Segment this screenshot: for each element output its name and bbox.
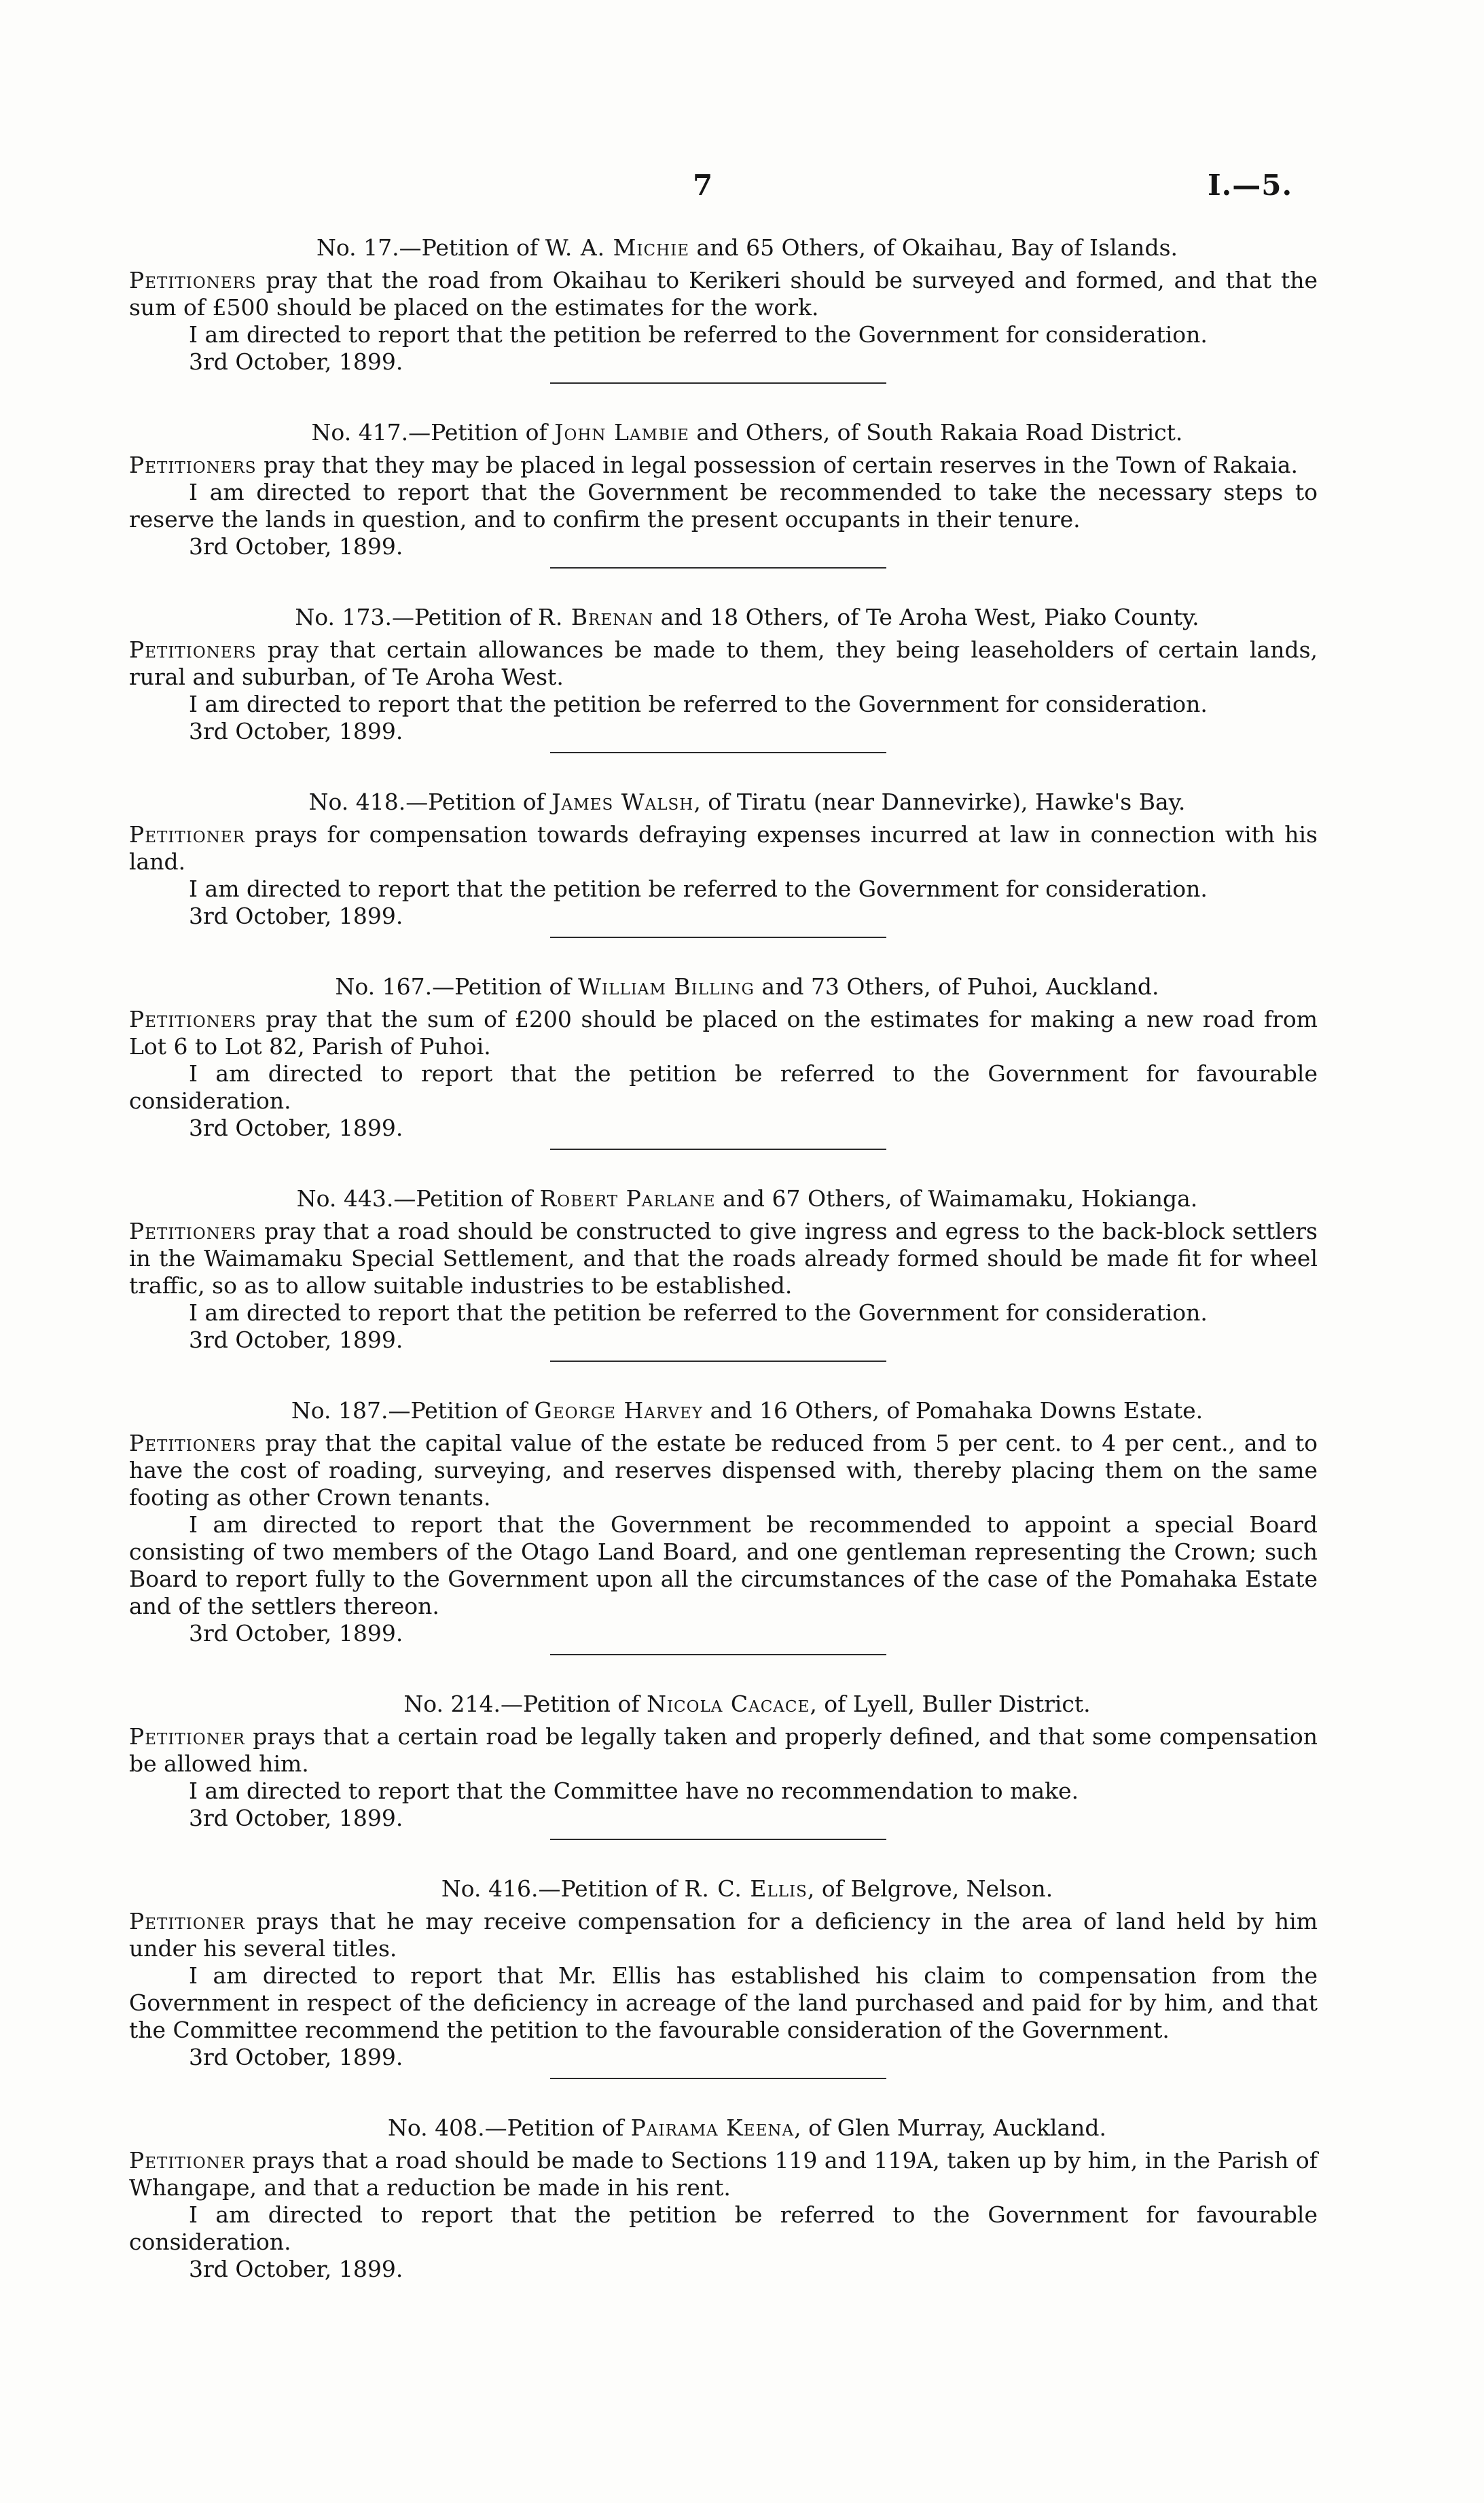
petition-heading <box>129 2114 1318 2142</box>
page-header <box>0 168 1484 209</box>
petitioner-lead: Petitioners <box>129 636 257 663</box>
prayer-text: prays that a road should be made to Sections 119 and 119A, taken up by him, in the Parish of Whangape, and that a reduction be made in his rent. <box>129 2147 1318 2201</box>
petitioner-name: James Walsh <box>551 789 694 815</box>
petition-prefix: —Petition of <box>391 604 531 630</box>
petition-heading <box>129 973 1318 1001</box>
petition-entry <box>129 604 1318 753</box>
prayer-text: pray that the capital value of the estate be reduced from 5 per cent. to 4 per cent., and to have the cost of roading, surveying, and reserves dispensed with, thereby placing them on the same footing as other Crown tenants. <box>129 1430 1318 1511</box>
petition-prefix: —Petition of <box>408 419 547 446</box>
petition-prayer <box>129 1723 1318 1778</box>
committee-report: I am directed to report that the petition be referred to the Government for consideration. <box>189 321 1208 348</box>
petition-locality: and 67 Others, of Waimamaku, Hokianga. <box>715 1185 1198 1212</box>
petition-prayer <box>129 267 1318 321</box>
petitioner-lead: Petitioners <box>129 1430 257 1456</box>
petition-heading <box>129 1185 1318 1212</box>
separator-rule <box>550 567 886 569</box>
report-date: 3rd October, 1899. <box>189 903 403 929</box>
petitioner-name: George Harvey <box>534 1397 703 1424</box>
separator-rule <box>550 2078 886 2079</box>
separator-rule <box>550 1361 886 1362</box>
separator-rule <box>550 1839 886 1840</box>
petition-number: No. 416. <box>441 1875 539 1902</box>
petition-entry <box>129 1397 1318 1655</box>
petitioner-name: Robert Parlane <box>539 1185 716 1212</box>
petition-heading <box>129 789 1318 816</box>
petition-heading <box>129 1875 1318 1903</box>
petitioner-lead: Petitioners <box>129 1006 257 1032</box>
petition-prayer <box>129 1218 1318 1299</box>
petition-number: No. 173. <box>295 604 392 630</box>
petitioner-lead: Petitioner <box>129 1908 245 1934</box>
report-date: 3rd October, 1899. <box>189 2044 403 2070</box>
petition-entry <box>129 789 1318 938</box>
committee-report: I am directed to report that the Committee have no recommendation to make. <box>189 1778 1079 1804</box>
petitioner-name: William Billing <box>578 973 755 1000</box>
committee-report: I am directed to report that the petition be referred to the Government for consideration. <box>189 1299 1208 1326</box>
petition-number: No. 214. <box>403 1691 501 1717</box>
separator-rule <box>550 752 886 753</box>
page-number: 7 <box>693 168 713 202</box>
petition-entry <box>129 1875 1318 2079</box>
separator-rule <box>550 1654 886 1655</box>
petitioner-lead: Petitioners <box>129 267 257 293</box>
petition-prayer <box>129 1006 1318 1060</box>
petition-locality: and Others, of South Rakaia Road District. <box>689 419 1183 446</box>
separator-rule <box>550 937 886 938</box>
petition-prefix: —Petition of <box>399 234 539 261</box>
prayer-text: pray that certain allowances be made to them, they being leaseholders of certain lands, rural and suburban, of Te Aroha West. <box>129 636 1318 690</box>
petition-entry <box>129 973 1318 1150</box>
petition-number: No. 167. <box>335 973 433 1000</box>
report-date: 3rd October, 1899. <box>189 718 403 744</box>
committee-report: I am directed to report that the Government be recommended to appoint a special Board consisting of two members of the Otago Land Board, and one gentleman representing the Crown; such Board to report fully to the Government upon all the circumstances of the case of the Pomahaka Estate and of the settlers thereon. <box>129 1511 1318 1619</box>
petition-heading <box>129 1397 1318 1424</box>
petition-prayer <box>129 1430 1318 1511</box>
committee-report: I am directed to report that the petition be referred to the Government for favourable consideration. <box>129 1060 1318 1114</box>
petition-heading <box>129 234 1318 262</box>
petition-locality: and 73 Others, of Puhoi, Auckland. <box>754 973 1159 1000</box>
separator-rule <box>550 382 886 384</box>
report-date: 3rd October, 1899. <box>189 1620 403 1646</box>
petition-heading <box>129 1691 1318 1718</box>
petition-number: No. 17. <box>316 234 399 261</box>
petition-prefix: —Petition of <box>388 1397 528 1424</box>
committee-report: I am directed to report that the petition be referred to the Government for consideration. <box>189 691 1208 717</box>
petition-heading <box>129 419 1318 446</box>
petition-number: No. 417. <box>311 419 409 446</box>
petitioner-name: R. C. Ellis <box>684 1875 808 1902</box>
petition-locality: and 65 Others, of Okaihau, Bay of Islands. <box>689 234 1178 261</box>
report-date: 3rd October, 1899. <box>189 1115 403 1141</box>
petition-locality: , of Tiratu (near Dannevirke), Hawke's Bay. <box>693 789 1186 815</box>
petition-prefix: —Petition of <box>393 1185 532 1212</box>
petition-locality: and 16 Others, of Pomahaka Downs Estate. <box>703 1397 1204 1424</box>
report-date: 3rd October, 1899. <box>189 348 403 375</box>
petitioner-name: W. A. Michie <box>545 234 690 261</box>
petition-number: No. 443. <box>296 1185 394 1212</box>
petition-prayer <box>129 636 1318 691</box>
petitioner-name: John Lambie <box>554 419 689 446</box>
petitioner-name: Nicola Cacace <box>647 1691 810 1717</box>
petitioner-lead: Petitioner <box>129 2147 245 2174</box>
petition-prayer <box>129 2147 1318 2201</box>
prayer-text: prays for compensation towards defraying expenses incurred at law in connection with his land. <box>129 821 1318 875</box>
petition-locality: , of Belgrove, Nelson. <box>807 1875 1053 1902</box>
petition-number: No. 418. <box>308 789 406 815</box>
petition-entry <box>129 234 1318 384</box>
petition-prefix: —Petition of <box>432 973 571 1000</box>
petition-list <box>129 234 1318 2318</box>
petitioner-name: Pairama Keena <box>630 2114 795 2141</box>
petition-prefix: —Petition of <box>405 789 545 815</box>
petitioner-lead: Petitioner <box>129 1723 245 1750</box>
committee-report: I am directed to report that Mr. Ellis has established his claim to compensation from the Government in respect of the deficiency in acreage of the land purchased and paid for by him, and that the Committee recommend the petition to the favourable consideration of the Government. <box>129 1962 1318 2043</box>
petition-heading <box>129 604 1318 631</box>
committee-report: I am directed to report that the petition be referred to the Government for consideration. <box>189 876 1208 902</box>
prayer-text: pray that they may be placed in legal possession of certain reserves in the Town of Rakaia. <box>256 452 1298 478</box>
petition-number: No. 408. <box>387 2114 485 2141</box>
petition-entry <box>129 1185 1318 1362</box>
petition-prayer <box>129 452 1318 479</box>
petition-entry <box>129 2114 1318 2283</box>
committee-report: I am directed to report that the Government be recommended to take the necessary steps to reserve the lands in question, and to confirm the present occupants in their tenure. <box>129 479 1318 533</box>
petition-entry <box>129 419 1318 569</box>
prayer-text: prays that a certain road be legally taken and properly defined, and that some compensation be allowed him. <box>129 1723 1318 1777</box>
prayer-text: pray that the sum of £200 should be placed on the estimates for making a new road from Lot 6 to Lot 82, Parish of Puhoi. <box>129 1006 1318 1060</box>
petitioner-lead: Petitioners <box>129 452 257 478</box>
petition-prayer <box>129 1908 1318 1962</box>
document-reference: I.—5. <box>1208 168 1293 202</box>
petitioner-lead: Petitioners <box>129 1218 257 1244</box>
petition-prefix: —Petition of <box>538 1875 678 1902</box>
separator-rule <box>550 1149 886 1150</box>
prayer-text: pray that the road from Okaihau to Kerikeri should be surveyed and formed, and that the sum of £500 should be placed on the estimates for the work. <box>129 267 1318 321</box>
prayer-text: pray that a road should be constructed to give ingress and egress to the back-block settlers in the Waimamaku Special Settlement, and that the roads already formed should be made fit for wheel traffic, so as to allow suitable industries to be established. <box>129 1218 1318 1299</box>
petition-locality: , of Glen Murray, Auckland. <box>794 2114 1107 2141</box>
committee-report: I am directed to report that the petition be referred to the Government for favourable consideration. <box>129 2201 1318 2255</box>
petition-prayer <box>129 821 1318 876</box>
petitioner-lead: Petitioner <box>129 821 245 848</box>
report-date: 3rd October, 1899. <box>189 1327 403 1353</box>
petitioner-name: R. Brenan <box>538 604 654 630</box>
petition-prefix: —Petition of <box>484 2114 624 2141</box>
petition-locality: , of Lyell, Buller District. <box>810 1691 1091 1717</box>
report-date: 3rd October, 1899. <box>189 533 403 560</box>
petition-number: No. 187. <box>291 1397 388 1424</box>
petition-entry <box>129 1691 1318 1840</box>
petition-prefix: —Petition of <box>500 1691 640 1717</box>
report-date: 3rd October, 1899. <box>189 1805 403 1831</box>
petition-locality: and 18 Others, of Te Aroha West, Piako County. <box>653 604 1199 630</box>
report-date: 3rd October, 1899. <box>189 2256 403 2282</box>
prayer-text: prays that he may receive compensation for a deficiency in the area of land held by him under his several titles. <box>129 1908 1318 1962</box>
